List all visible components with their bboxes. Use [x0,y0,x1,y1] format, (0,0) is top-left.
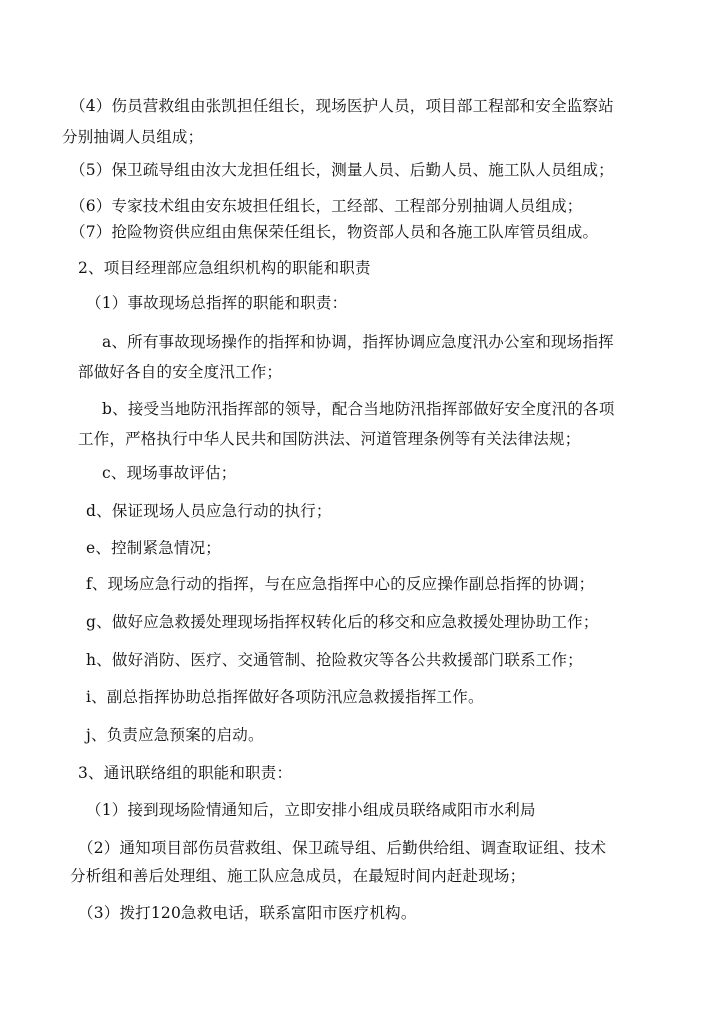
text-line: h、做好消防、医疗、交通管制、抢险救灾等各公共救援部门联系工作； [86,651,583,669]
text-line: a、所有事故现场操作的指挥和协调，指挥协调应急度汛办公室和现场指挥 [102,333,614,351]
text-line: （1）接到现场险情通知后，立即安排小组成员联络咸阳市水利局 [86,801,536,819]
text-line: （1）事故现场总指挥的职能和职责： [86,294,348,312]
text-line: 3、通讯联络组的职能和职责： [78,764,293,782]
text-line: （2）通知项目部伤员营救组、保卫疏导组、后勤供给组、调查取证组、技术 [78,839,607,857]
text-line: 部做好各自的安全度汛工作； [78,363,283,381]
text-line: d、保证现场人员应急行动的执行； [86,502,332,520]
text-line: 2、项目经理部应急组织机构的职能和职责 [78,259,371,277]
text-line: f、现场应急行动的指挥，与在应急指挥中心的反应操作副总指挥的协调； [86,575,595,593]
text-line: 分析组和善后处理组、施工队应急成员，在最短时间内赶赴现场； [70,867,526,885]
text-line: （6）专家技术组由安东坡担任组长，工经部、工程部分别抽调人员组成； [70,197,583,215]
text-line: 分别抽调人员组成； [62,128,204,146]
text-line: （7）抢险物资供应组由焦保荣任组长，物资部人员和各施工队库管员组成。 [70,223,599,241]
text-line: j、负责应急预案的启动。 [86,726,264,744]
text-line: b、接受当地防汛指挥部的领导，配合当地防汛指挥部做好安全度汛的各项 [102,400,615,418]
text-line: （4）伤员营救组由张凯担任组长，现场医护人员，项目部工程部和安全监察站 [70,97,614,115]
text-line: i、副总指挥协助总指挥做好各项防汛应急救援指挥工作。 [86,688,484,706]
text-line: e、控制紧急情况； [86,539,221,557]
text-line: g、做好应急救援处理现场指挥权转化后的移交和应急救援处理协助工作； [86,613,599,631]
text-line: （3）拨打120急救电话，联系富阳市医疗机构。 [78,904,417,922]
text-line: c、现场事故评估； [102,464,237,482]
text-line: （5）保卫疏导组由汝大龙担任组长，测量人员、后勤人员、施工队人员组成； [70,161,614,179]
text-line: 工作，严格执行中华人民共和国防洪法、河道管理条例等有关法律法规； [78,430,581,448]
